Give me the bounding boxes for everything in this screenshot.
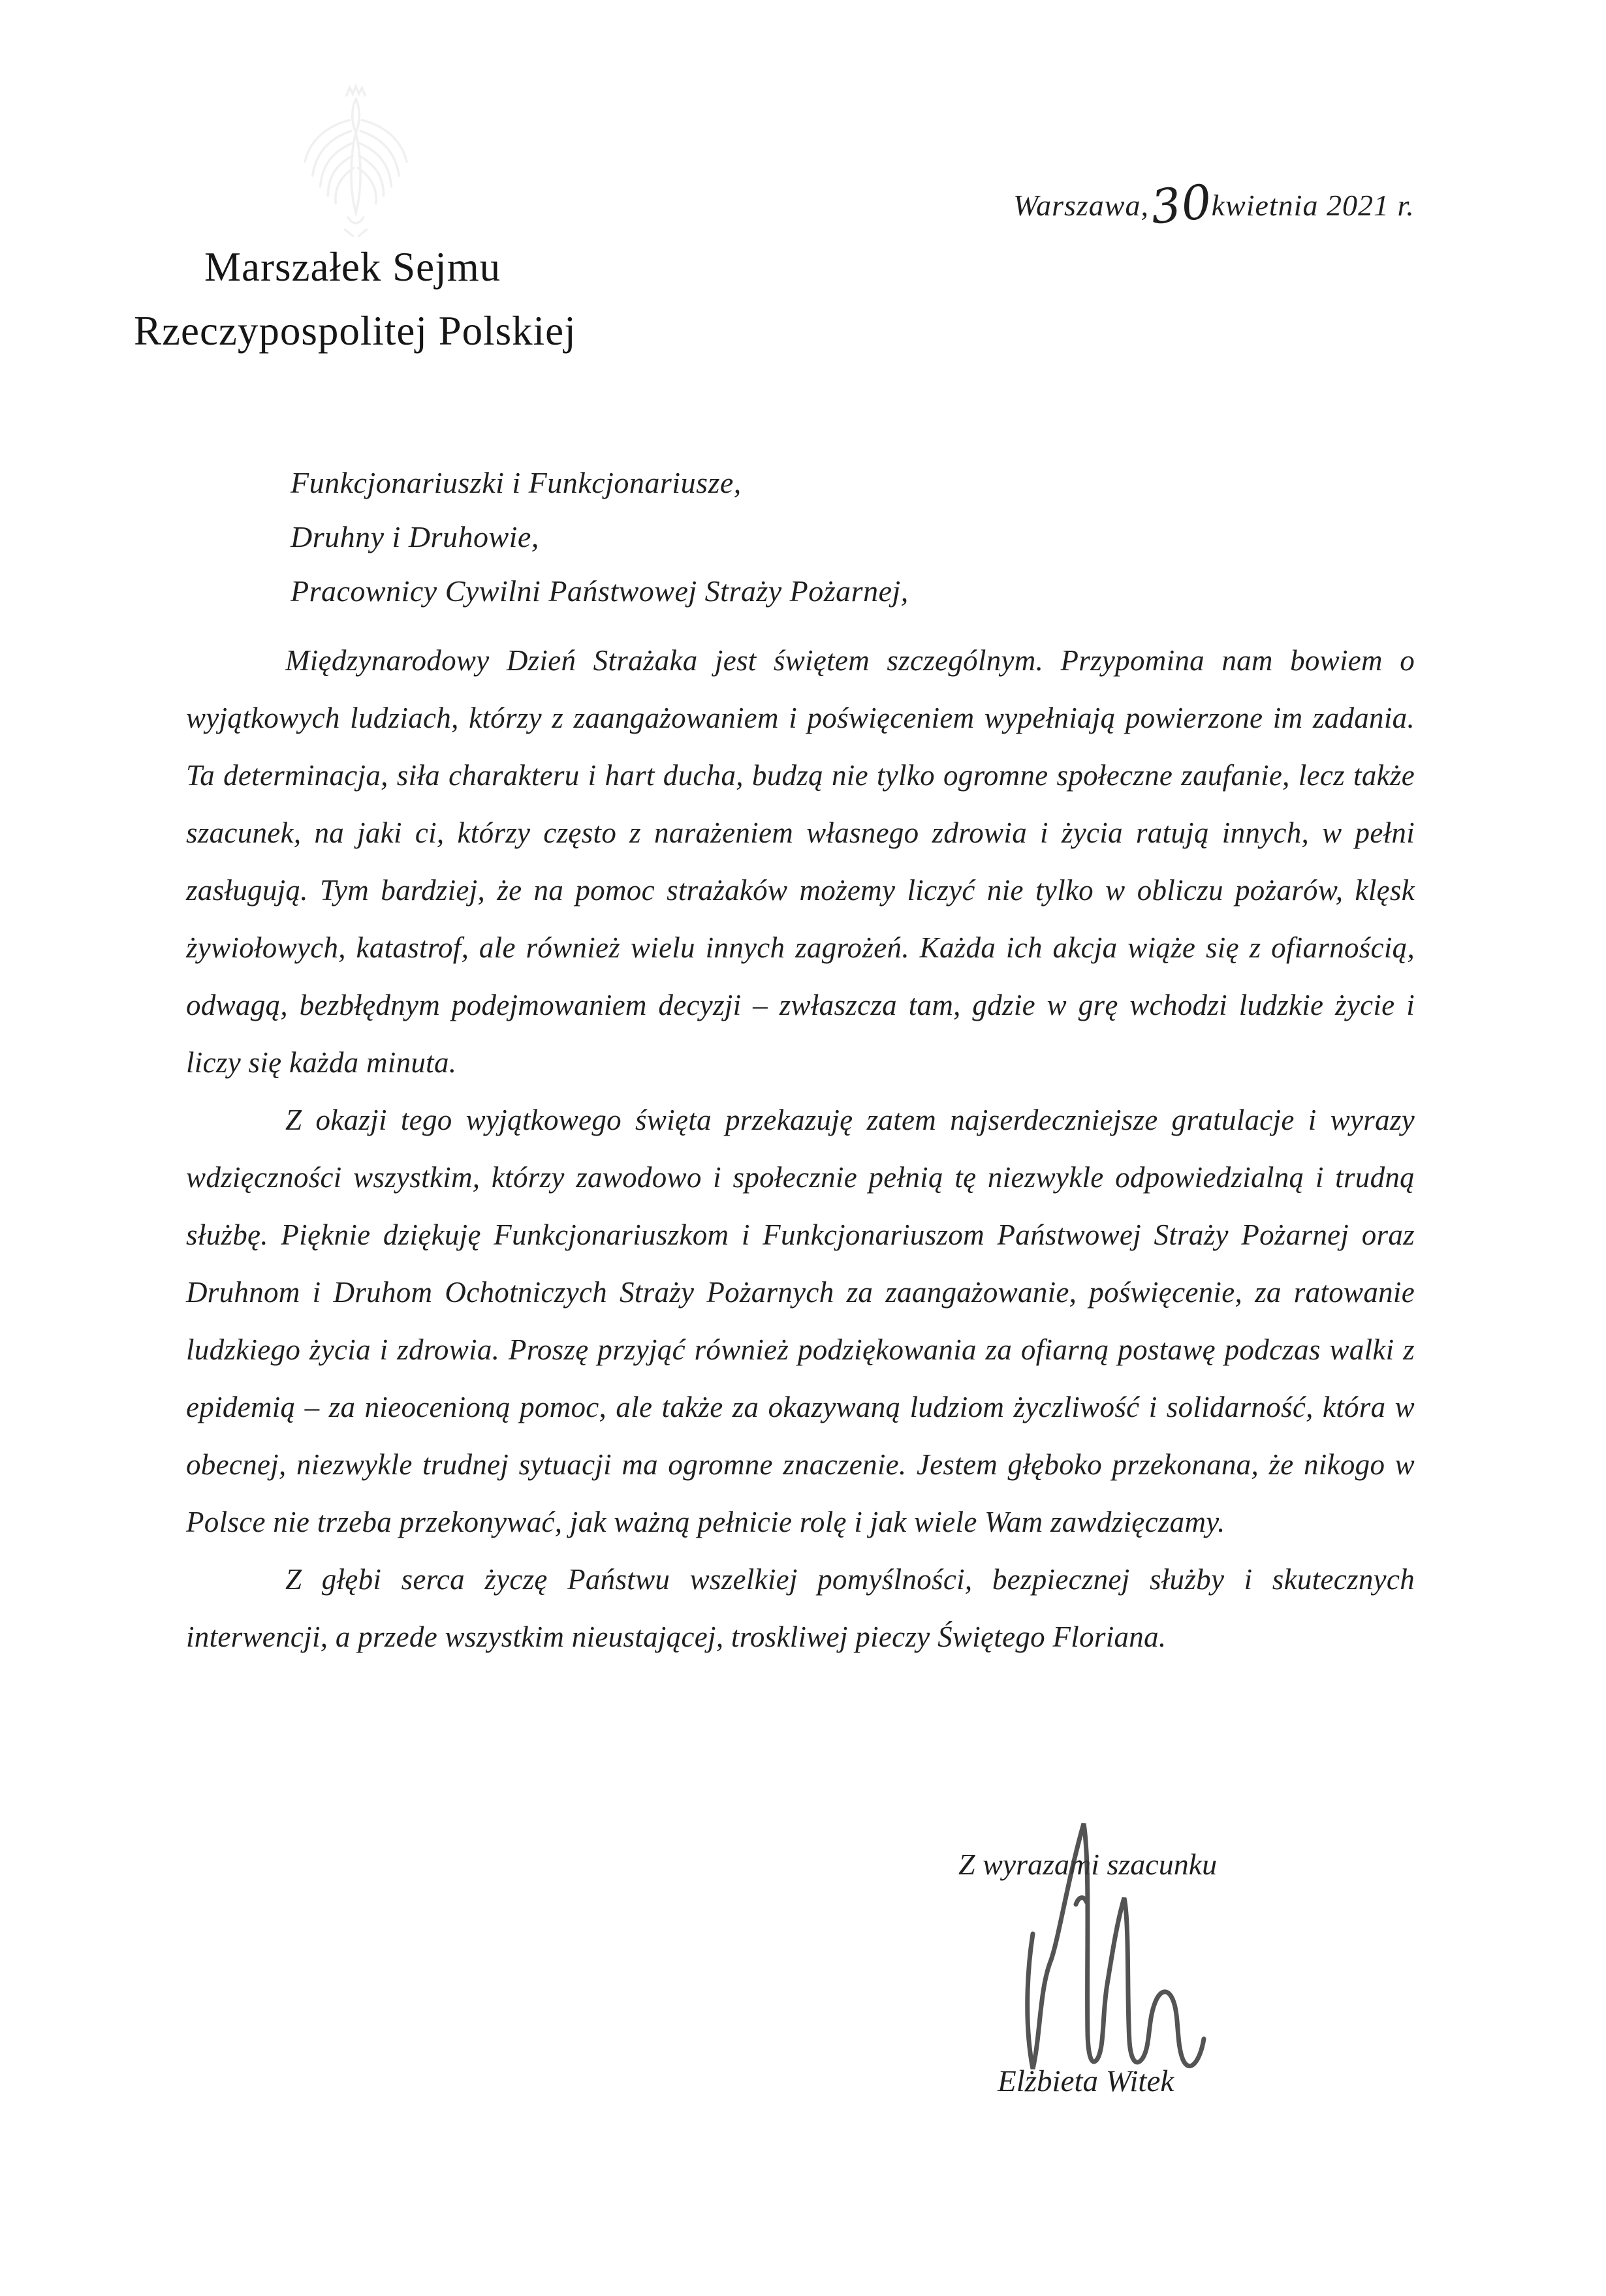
date-rest: kwietnia 2021 r.	[1211, 189, 1415, 222]
valediction: Z wyrazami szacunku	[958, 1848, 1218, 1881]
date-day-handwritten: 30	[1148, 174, 1215, 235]
salutation-line: Druhny i Druhowie,	[291, 520, 539, 553]
date-line	[1013, 174, 1415, 235]
salutation-line: Funkcjonariuszki i Funkcjonariusze,	[291, 466, 742, 499]
body-paragraph: Z głębi serca życzę Państwu wszelkiej pomyślności, bezpiecznej służby i skutecznych interwencji, a przede wszystkim nieustającej, troskliwej pieczy Świętego Floriana.	[186, 1563, 1415, 1653]
polish-eagle-watermark-icon	[277, 82, 434, 251]
handwritten-signature	[1013, 1820, 1229, 2081]
date-city: Warszawa,	[1013, 189, 1149, 222]
salutation-line: Pracownicy Cywilni Państwowej Straży Pożarnej,	[291, 574, 909, 608]
sender-block	[134, 235, 576, 363]
sender-title-line2: Rzeczypospolitej Polskiej	[134, 308, 576, 354]
signature-name: Elżbieta Witek	[998, 2064, 1174, 2098]
letter-body	[186, 632, 1415, 1666]
body-paragraph: Z okazji tego wyjątkowego święta przekazuję zatem najserdeczniejsze gratulacje i wyrazy wdzięczności wszystkim, którzy zawodowo i społecznie pełnią tę niezwykle odpowiedzialną i trudną służbę. Pięknie dziękuję Funkcjonariuszkom i Funkcjonariuszom Państwowej Straży Pożarnej oraz Druhnom i Druhom Ochotniczych Straży Pożarnych za zaangażowanie, poświęcenie, za ratowanie ludzkiego życia i zdrowia. Proszę przyjąć również podziękowania za ofiarną postawę podczas walki z epidemią – za nieocenioną pomoc, ale także za okazywaną ludziom życzliwość i solidarność, która w obecnej, niezwykle trudnej sytuacji ma ogromne znaczenie. Jestem głęboko przekonana, że nikogo w Polsce nie trzeba przekonywać, jak ważną pełnicie rolę i jak wiele Wam zawdzięczamy.	[186, 1104, 1415, 1538]
salutation-block	[291, 456, 909, 618]
body-paragraph: Międzynarodowy Dzień Strażaka jest świętem szczególnym. Przypomina nam bowiem o wyjątkowych ludziach, którzy z zaangażowaniem i poświęceniem wypełniają powierzone im zadania. Ta determinacja, siła charakteru i hart ducha, budzą nie tylko ogromne społeczne zaufanie, lecz także szacunek, na jaki ci, którzy często z narażeniem własnego zdrowia i życia ratują innych, w pełni zasługują. Tym bardziej, że na pomoc strażaków możemy liczyć nie tylko w obliczu pożarów, klęsk żywiołowych, katastrof, ale również wielu innych zagrożeń. Każda ich akcja wiąże się z ofiarnością, odwagą, bezbłędnym podejmowaniem decyzji – zwłaszcza tam, gdzie w grę wchodzi ludzkie życie i liczy się każda minuta.	[186, 644, 1415, 1079]
sender-title-line1: Marszałek Sejmu	[204, 244, 501, 290]
